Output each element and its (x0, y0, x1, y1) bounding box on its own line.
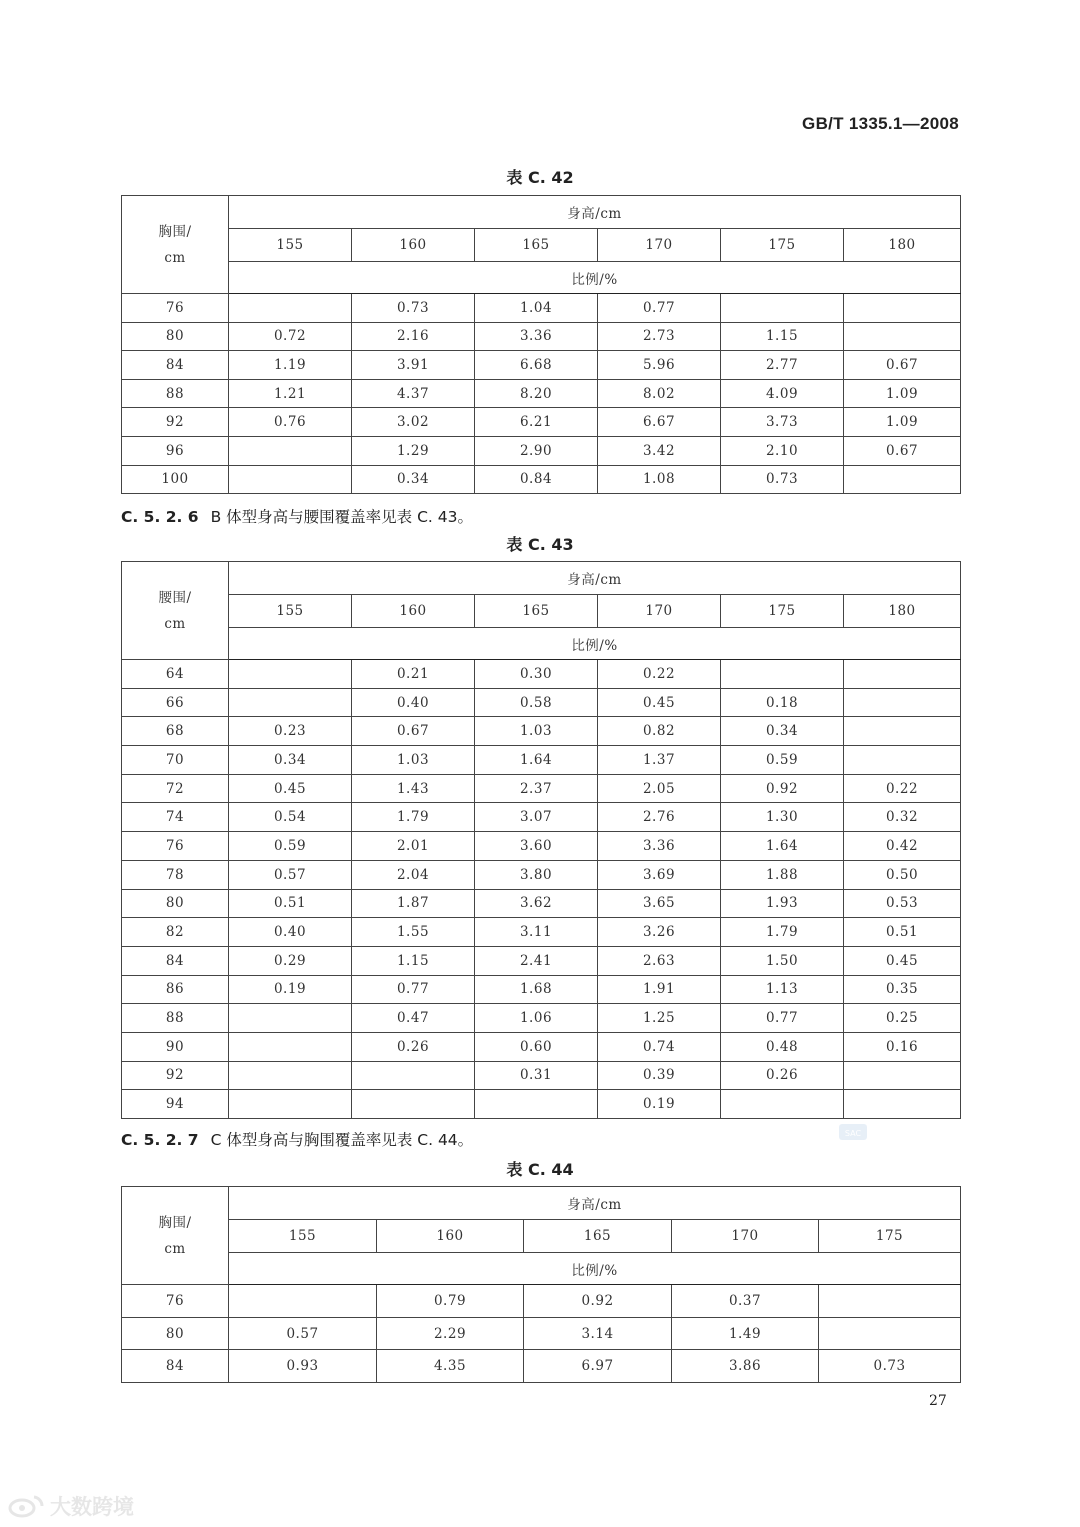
row-label: 88 (122, 379, 229, 408)
row-header: 腰围/ cm (122, 562, 229, 660)
table-cell: 0.72 (229, 322, 352, 351)
table-cell: 0.67 (352, 717, 475, 746)
column-header: 170 (598, 595, 721, 628)
table-cell (352, 1090, 475, 1119)
table-cell: 3.36 (475, 322, 598, 351)
table-cell: 1.15 (721, 322, 844, 351)
table-cell: 3.42 (598, 436, 721, 465)
table-cell: 0.58 (475, 688, 598, 717)
table-cell: 2.01 (352, 832, 475, 861)
table-42-body (122, 294, 961, 494)
table-cell: 2.63 (598, 946, 721, 975)
ratio-header: 比例/% (229, 1253, 961, 1285)
table-cell: 1.15 (352, 946, 475, 975)
column-header: 180 (844, 229, 961, 262)
row-label: 82 (122, 918, 229, 947)
column-header: 170 (598, 229, 721, 262)
table-cell: 1.25 (598, 1004, 721, 1033)
table-cell: 4.09 (721, 379, 844, 408)
table-cell: 0.67 (844, 436, 961, 465)
height-group-header: 身高/cm (229, 196, 961, 229)
table-44-body (122, 1285, 961, 1383)
table-cell: 0.25 (844, 1004, 961, 1033)
table-cell: 0.40 (352, 688, 475, 717)
table-row (122, 918, 961, 947)
ratio-header: 比例/% (229, 262, 961, 294)
table-cell: 1.64 (721, 832, 844, 861)
table-cell (844, 465, 961, 494)
table-row (122, 1285, 961, 1318)
table-cell: 2.04 (352, 860, 475, 889)
table-cell: 0.60 (475, 1032, 598, 1061)
table-cell: 1.30 (721, 803, 844, 832)
row-label: 78 (122, 860, 229, 889)
row-label: 84 (122, 351, 229, 380)
table-42-caption: 表 C. 42 (506, 168, 574, 187)
row-label: 74 (122, 803, 229, 832)
row-label: 92 (122, 1061, 229, 1090)
table-cell: 2.76 (598, 803, 721, 832)
table-cell: 0.18 (721, 688, 844, 717)
table-cell: 1.21 (229, 379, 352, 408)
table-cell: 3.69 (598, 860, 721, 889)
table-cell: 1.49 (672, 1317, 819, 1350)
table-cell: 0.42 (844, 832, 961, 861)
table-cell (844, 688, 961, 717)
column-header: 165 (524, 1220, 672, 1253)
table-cell (352, 1061, 475, 1090)
table-cell: 2.16 (352, 322, 475, 351)
table-cell: 1.55 (352, 918, 475, 947)
table-cell: 0.34 (721, 717, 844, 746)
table-cell: 5.96 (598, 351, 721, 380)
table-cell: 3.62 (475, 889, 598, 918)
table-cell: 0.77 (721, 1004, 844, 1033)
table-cell: 2.41 (475, 946, 598, 975)
table-cell (844, 717, 961, 746)
table-row (122, 1317, 961, 1350)
table-cell: 1.06 (475, 1004, 598, 1033)
table-row (122, 946, 961, 975)
table-cell (229, 436, 352, 465)
table-row (122, 322, 961, 351)
table-cell: 0.47 (352, 1004, 475, 1033)
table-row (122, 975, 961, 1004)
table-cell: 0.34 (229, 746, 352, 775)
table-cell (844, 322, 961, 351)
table-cell: 3.86 (672, 1350, 819, 1383)
clause-number: C. 5. 2. 6 (121, 508, 199, 526)
table-cell: 0.45 (844, 946, 961, 975)
table-cell: 0.48 (721, 1032, 844, 1061)
clause-text: B 体型身高与腰围覆盖率见表 C. 43。 (210, 508, 473, 526)
table-row (122, 803, 961, 832)
svg-text:SAC: SAC (844, 1129, 862, 1138)
row-label: 88 (122, 1004, 229, 1033)
table-cell: 1.87 (352, 889, 475, 918)
table-cell: 0.92 (721, 774, 844, 803)
table-cell: 1.08 (598, 465, 721, 494)
table-cell: 3.91 (352, 351, 475, 380)
table-cell (844, 1090, 961, 1119)
table-cell: 2.37 (475, 774, 598, 803)
column-header: 165 (475, 229, 598, 262)
table-cell (844, 294, 961, 323)
table-cell: 1.79 (352, 803, 475, 832)
seal-stamp-icon (838, 1122, 868, 1142)
height-group-header: 身高/cm (229, 562, 961, 595)
row-label: 72 (122, 774, 229, 803)
table-cell: 0.37 (672, 1285, 819, 1318)
table-cell: 0.50 (844, 860, 961, 889)
table-row (122, 660, 961, 689)
column-header: 160 (377, 1220, 524, 1253)
table-cell: 0.67 (844, 351, 961, 380)
row-label: 96 (122, 436, 229, 465)
watermark-text: 大数跨境 (50, 1495, 134, 1519)
table-cell: 0.73 (352, 294, 475, 323)
table-cell: 3.02 (352, 408, 475, 437)
table-cell: 0.77 (598, 294, 721, 323)
row-label: 84 (122, 946, 229, 975)
table-row (122, 717, 961, 746)
table-cell: 1.04 (475, 294, 598, 323)
row-label: 76 (122, 832, 229, 861)
weibo-logo-icon (6, 1493, 46, 1519)
table-row (122, 465, 961, 494)
table-cell: 1.93 (721, 889, 844, 918)
table-cell: 0.21 (352, 660, 475, 689)
watermark (6, 1491, 134, 1521)
table-cell: 3.36 (598, 832, 721, 861)
table-cell (721, 660, 844, 689)
table-cell: 0.82 (598, 717, 721, 746)
table-cell: 1.37 (598, 746, 721, 775)
table-row (122, 1090, 961, 1119)
table-cell: 3.11 (475, 918, 598, 947)
column-header: 180 (844, 595, 961, 628)
table-cell: 0.51 (844, 918, 961, 947)
table-cell: 2.05 (598, 774, 721, 803)
row-label: 100 (122, 465, 229, 494)
table-cell: 2.29 (377, 1317, 524, 1350)
standard-code: GB/T 1335.1—2008 (802, 114, 959, 133)
table-cell: 0.39 (598, 1061, 721, 1090)
table-cell (475, 1090, 598, 1119)
table-cell: 0.26 (352, 1032, 475, 1061)
table-cell: 0.23 (229, 717, 352, 746)
table-cell: 0.45 (229, 774, 352, 803)
column-header: 175 (721, 595, 844, 628)
clause-number: C. 5. 2. 7 (121, 1131, 199, 1149)
row-header: 胸围/ cm (122, 1187, 229, 1285)
row-label: 84 (122, 1350, 229, 1383)
table-row (122, 436, 961, 465)
row-label: 86 (122, 975, 229, 1004)
table-cell: 0.74 (598, 1032, 721, 1061)
column-header: 155 (229, 1220, 377, 1253)
row-label: 76 (122, 294, 229, 323)
table-cell: 0.77 (352, 975, 475, 1004)
page-number: 27 (929, 1393, 947, 1409)
row-label: 92 (122, 408, 229, 437)
column-header: 175 (721, 229, 844, 262)
table-cell: 1.29 (352, 436, 475, 465)
table-cell (819, 1317, 961, 1350)
table-cell (229, 1004, 352, 1033)
table-row (122, 379, 961, 408)
clause-text: C 体型身高与胸围覆盖率见表 C. 44。 (210, 1131, 474, 1149)
table-cell: 6.21 (475, 408, 598, 437)
table-cell: 1.88 (721, 860, 844, 889)
table-cell: 6.67 (598, 408, 721, 437)
table-cell (819, 1285, 961, 1318)
table-cell: 3.07 (475, 803, 598, 832)
table-cell (229, 688, 352, 717)
table-cell: 0.59 (721, 746, 844, 775)
row-label: 80 (122, 1317, 229, 1350)
table-cell: 2.90 (475, 436, 598, 465)
table-cell: 1.03 (475, 717, 598, 746)
table-cell: 0.19 (598, 1090, 721, 1119)
table-cell: 0.22 (598, 660, 721, 689)
table-42 (121, 195, 961, 494)
table-cell: 0.84 (475, 465, 598, 494)
table-cell: 3.65 (598, 889, 721, 918)
row-label: 70 (122, 746, 229, 775)
table-cell: 0.51 (229, 889, 352, 918)
table-43 (121, 561, 961, 1119)
clause-c526 (121, 505, 473, 527)
table-cell: 0.31 (475, 1061, 598, 1090)
table-cell: 0.40 (229, 918, 352, 947)
table-cell: 1.64 (475, 746, 598, 775)
table-row (122, 832, 961, 861)
table-cell: 0.32 (844, 803, 961, 832)
row-label: 76 (122, 1285, 229, 1318)
table-row (122, 1350, 961, 1383)
table-cell: 1.09 (844, 408, 961, 437)
table-cell: 1.03 (352, 746, 475, 775)
table-cell: 0.57 (229, 1317, 377, 1350)
table-cell: 0.45 (598, 688, 721, 717)
table-cell: 1.09 (844, 379, 961, 408)
table-cell: 0.93 (229, 1350, 377, 1383)
row-label: 80 (122, 889, 229, 918)
row-label: 68 (122, 717, 229, 746)
table-cell: 3.26 (598, 918, 721, 947)
table-cell: 8.20 (475, 379, 598, 408)
column-header: 160 (352, 229, 475, 262)
table-cell: 0.92 (524, 1285, 672, 1318)
table-cell (844, 1061, 961, 1090)
table-row (122, 746, 961, 775)
table-cell: 4.37 (352, 379, 475, 408)
table-row (122, 1061, 961, 1090)
table-cell: 1.19 (229, 351, 352, 380)
table-cell (229, 660, 352, 689)
table-cell: 0.73 (819, 1350, 961, 1383)
table-cell: 3.60 (475, 832, 598, 861)
table-cell: 1.13 (721, 975, 844, 1004)
table-cell (721, 1090, 844, 1119)
column-header: 155 (229, 595, 352, 628)
table-row (122, 774, 961, 803)
table-cell: 0.35 (844, 975, 961, 1004)
row-label: 94 (122, 1090, 229, 1119)
table-cell: 2.10 (721, 436, 844, 465)
table-cell: 0.79 (377, 1285, 524, 1318)
table-cell: 0.34 (352, 465, 475, 494)
table-cell (229, 294, 352, 323)
table-cell: 0.76 (229, 408, 352, 437)
table-cell: 1.91 (598, 975, 721, 1004)
table-44 (121, 1186, 961, 1383)
table-cell: 0.30 (475, 660, 598, 689)
row-label: 66 (122, 688, 229, 717)
column-header: 165 (475, 595, 598, 628)
table-cell: 0.16 (844, 1032, 961, 1061)
table-cell: 0.73 (721, 465, 844, 494)
row-label: 90 (122, 1032, 229, 1061)
table-cell: 1.43 (352, 774, 475, 803)
table-cell: 0.57 (229, 860, 352, 889)
table-row (122, 351, 961, 380)
column-header: 170 (672, 1220, 819, 1253)
table-cell: 1.79 (721, 918, 844, 947)
table-cell: 8.02 (598, 379, 721, 408)
table-cell (721, 294, 844, 323)
table-cell (844, 746, 961, 775)
table-row (122, 1004, 961, 1033)
table-cell: 0.54 (229, 803, 352, 832)
table-cell: 0.29 (229, 946, 352, 975)
column-header: 155 (229, 229, 352, 262)
table-cell (229, 1032, 352, 1061)
ratio-header: 比例/% (229, 628, 961, 660)
table-row (122, 408, 961, 437)
table-43-caption: 表 C. 43 (506, 535, 574, 554)
table-cell: 3.73 (721, 408, 844, 437)
table-44-caption: 表 C. 44 (506, 1160, 574, 1179)
table-row (122, 889, 961, 918)
table-row (122, 860, 961, 889)
table-cell (844, 660, 961, 689)
table-cell: 0.22 (844, 774, 961, 803)
table-cell: 0.59 (229, 832, 352, 861)
table-row (122, 294, 961, 323)
column-header: 160 (352, 595, 475, 628)
table-cell: 0.19 (229, 975, 352, 1004)
table-cell (229, 1090, 352, 1119)
table-cell: 6.68 (475, 351, 598, 380)
clause-c527 (121, 1128, 473, 1150)
height-group-header: 身高/cm (229, 1187, 961, 1220)
row-header: 胸围/ cm (122, 196, 229, 294)
table-cell (229, 465, 352, 494)
table-cell: 4.35 (377, 1350, 524, 1383)
table-cell: 3.80 (475, 860, 598, 889)
table-cell: 0.26 (721, 1061, 844, 1090)
table-cell (229, 1285, 377, 1318)
table-cell (229, 1061, 352, 1090)
table-cell: 3.14 (524, 1317, 672, 1350)
table-cell: 1.68 (475, 975, 598, 1004)
table-43-body (122, 660, 961, 1119)
row-label: 64 (122, 660, 229, 689)
table-cell: 6.97 (524, 1350, 672, 1383)
table-cell: 2.77 (721, 351, 844, 380)
table-cell: 2.73 (598, 322, 721, 351)
row-label: 80 (122, 322, 229, 351)
column-header: 175 (819, 1220, 961, 1253)
table-row (122, 1032, 961, 1061)
table-row (122, 688, 961, 717)
table-cell: 1.50 (721, 946, 844, 975)
table-cell: 0.53 (844, 889, 961, 918)
